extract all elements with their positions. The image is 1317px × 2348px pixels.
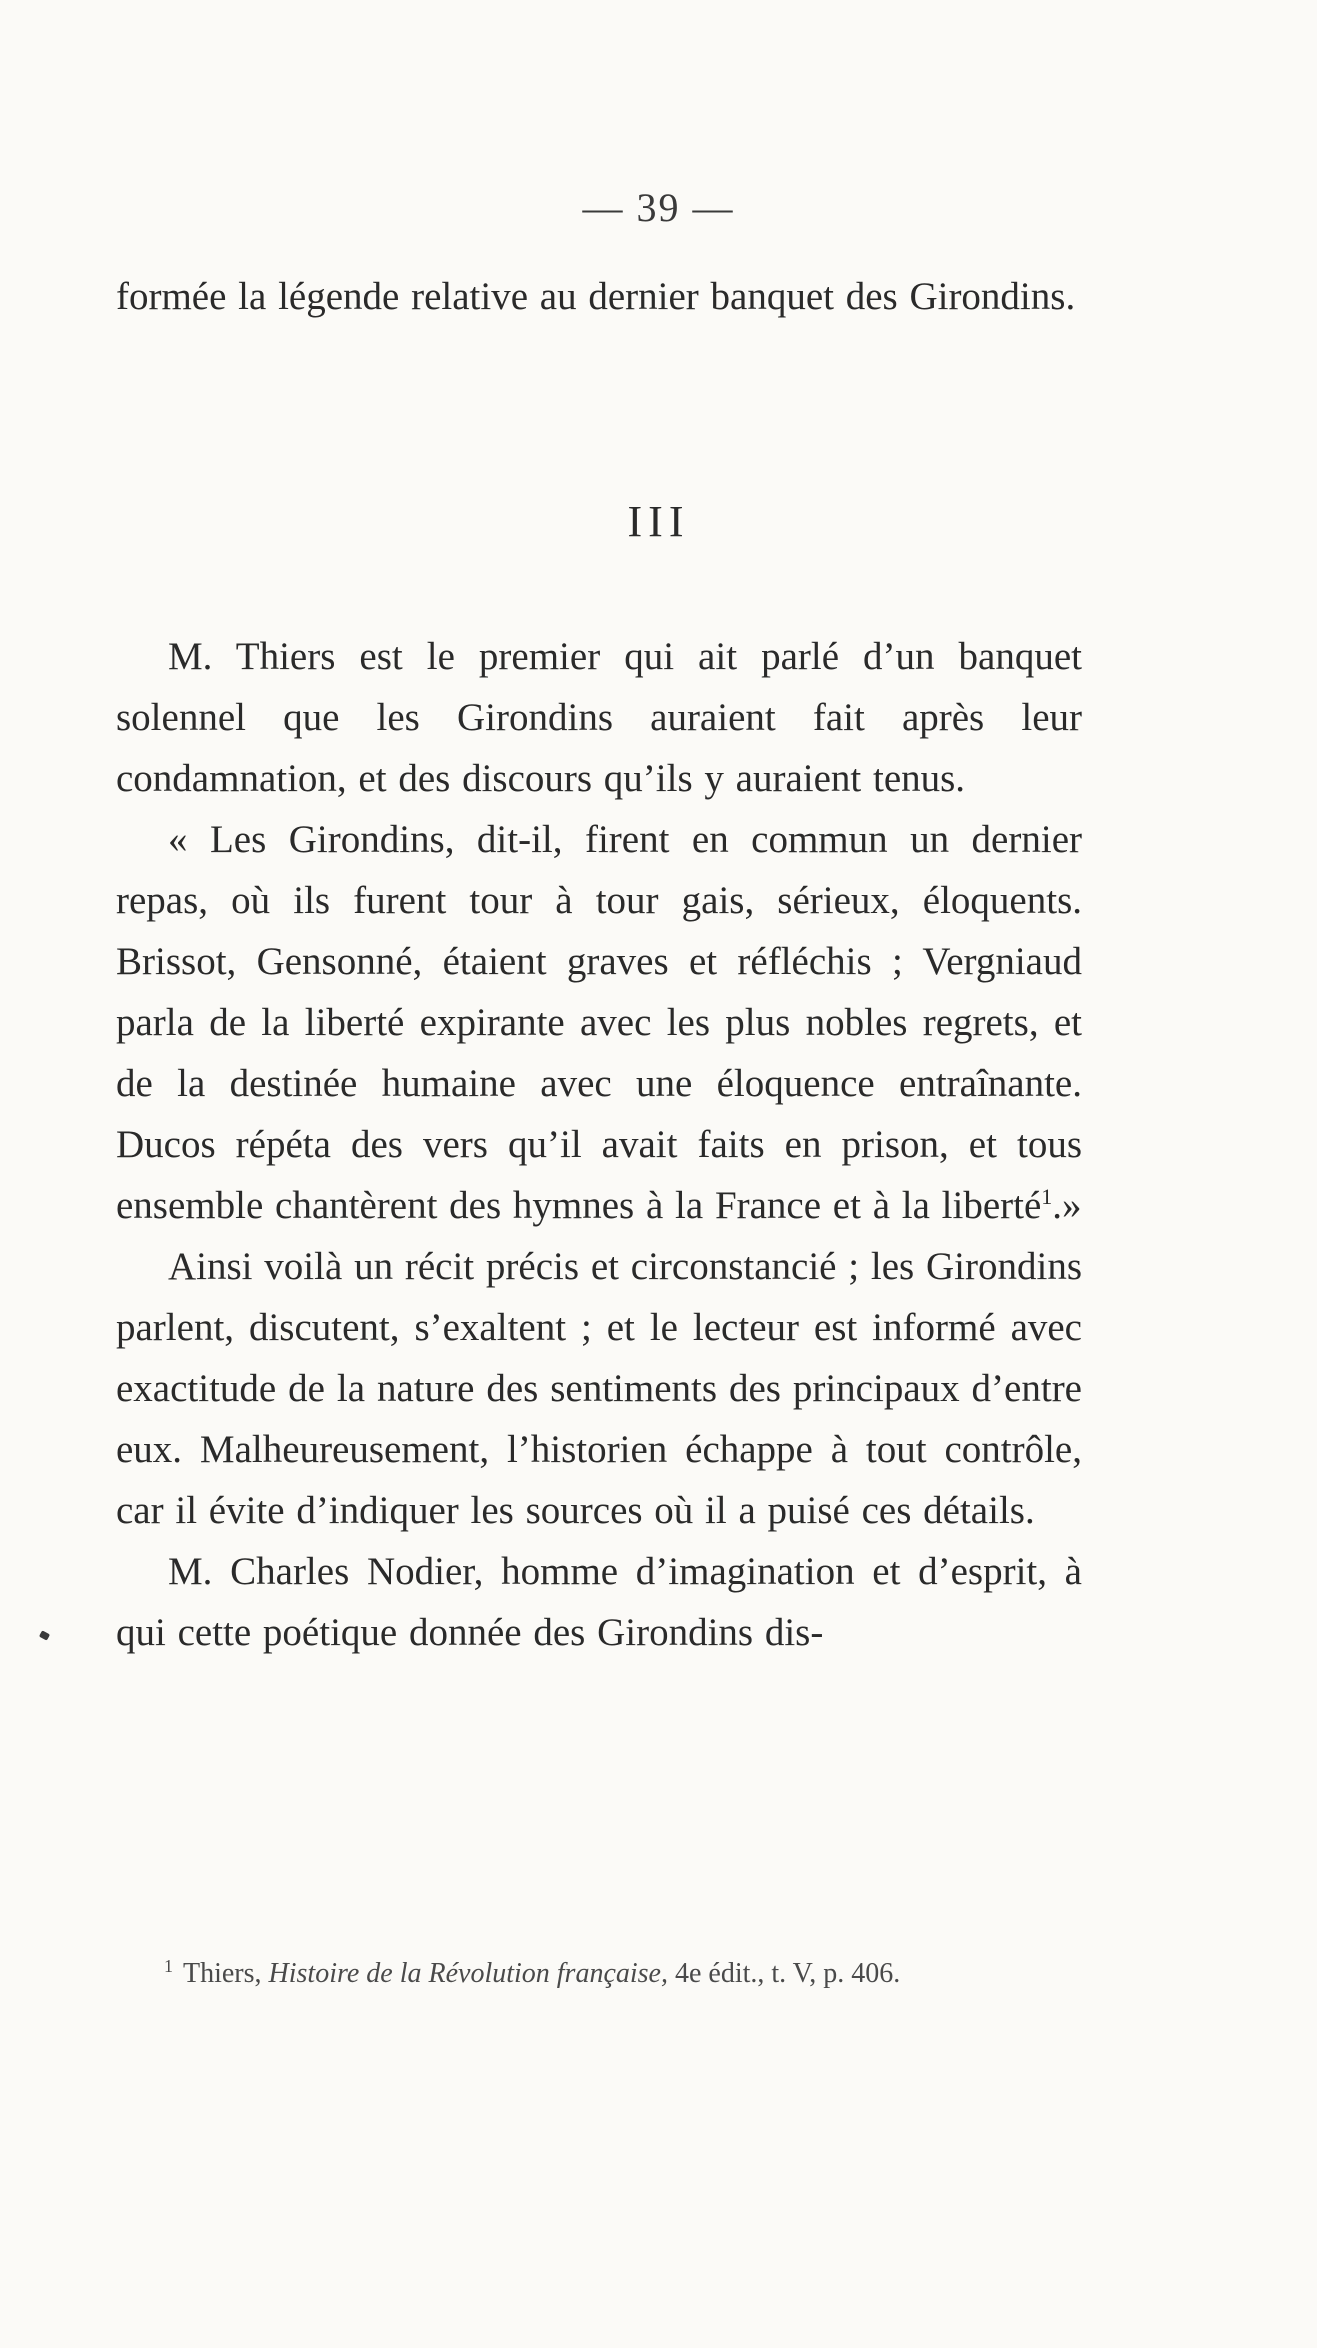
paragraph-quote bbox=[116, 809, 1082, 1236]
section-heading: III bbox=[627, 497, 690, 546]
intro-paragraph-block bbox=[116, 266, 1082, 327]
page-number: — 39 — bbox=[582, 185, 735, 230]
footnote-mark: 1 bbox=[164, 1955, 173, 1976]
quote-text: « Les Girondins, dit-il, firent en commun un dernier repas, où ils furent tour à tour gais, sérieux, éloquents. Brissot, Gensonné, étaient graves et réfléchis ; Vergniaud parla de la liberté expirante avec les plus nobles regrets, et de la destinée humaine avec une éloquence entraînante. Ducos répéta des vers qu’il avait faits en prison, et tous ensemble chantèrent des hymnes à la France et à la liberté bbox=[116, 818, 1082, 1227]
quote-closing: .» bbox=[1052, 1184, 1082, 1227]
footnote bbox=[164, 1957, 1104, 1991]
footnote-author: Thiers, bbox=[183, 1958, 262, 1989]
footnote-title: Histoire de la Révolution française, bbox=[268, 1958, 668, 1989]
intro-paragraph: formée la légende relative au dernier banquet des Girondins. bbox=[116, 275, 1076, 318]
body-text bbox=[116, 626, 1082, 1663]
ink-speck bbox=[39, 1630, 50, 1640]
footnote-reference: 1 bbox=[1041, 1184, 1053, 1209]
paragraph-thiers: M. Thiers est le premier qui ait parlé d’un banquet solennel que les Girondins auraient fait après leur condamnation, et des discours qu’ils y auraient tenus. bbox=[116, 635, 1082, 800]
footnote-details: 4e édit., t. V, p. 406. bbox=[674, 1958, 901, 1989]
paragraph-ainsi: Ainsi voilà un récit précis et circonstancié ; les Girondins parlent, discutent, s’exaltent ; et le lecteur est informé avec exactitude de la nature des sentiments des principaux d’entre eux. Malheureusement, l’historien échappe à tout contrôle, car il évite d’indiquer les sources où il a puisé ces détails. bbox=[116, 1245, 1082, 1532]
paragraph-nodier: M. Charles Nodier, homme d’imagination et d’esprit, à qui cette poétique donnée des Girondins dis- bbox=[116, 1550, 1082, 1654]
